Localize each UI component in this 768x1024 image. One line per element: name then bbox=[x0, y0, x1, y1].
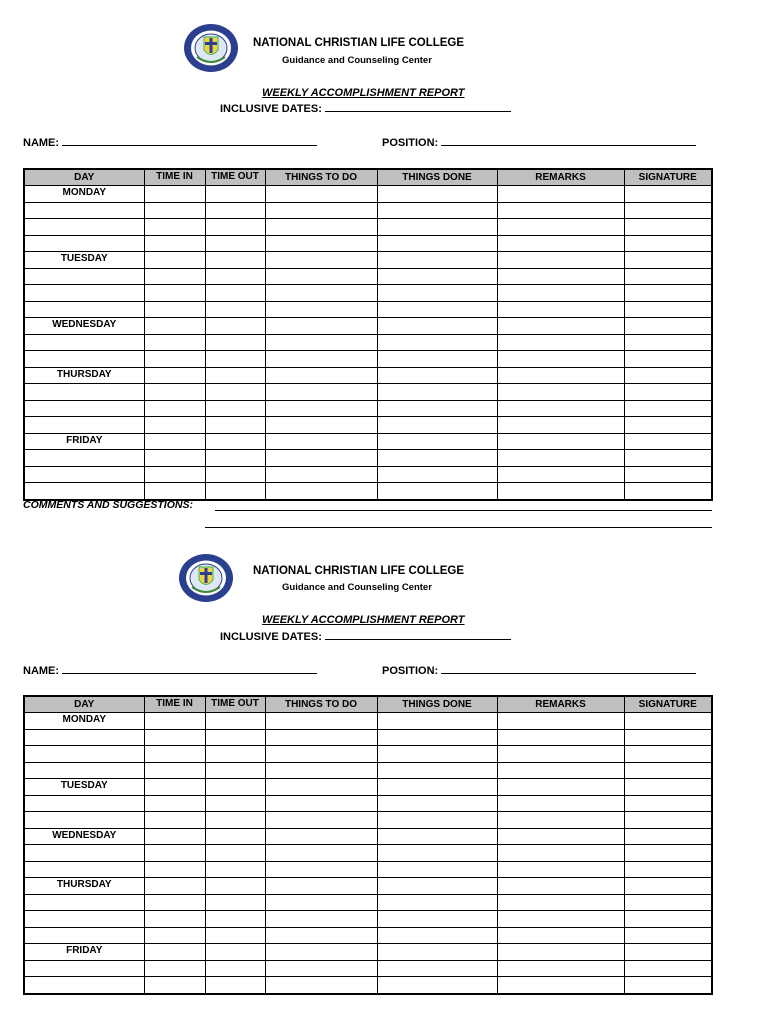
entry-cell[interactable] bbox=[205, 960, 265, 977]
college-seal-icon bbox=[178, 553, 234, 603]
day-cell bbox=[24, 795, 144, 812]
entry-cell[interactable] bbox=[265, 762, 377, 779]
col-header-things-to-do: THINGS TO DO bbox=[265, 169, 377, 186]
entry-cell[interactable] bbox=[497, 977, 624, 994]
entry-cell[interactable] bbox=[377, 944, 497, 961]
entry-cell[interactable] bbox=[265, 960, 377, 977]
day-cell: MONDAY bbox=[24, 713, 144, 730]
day-cell: FRIDAY bbox=[24, 433, 144, 450]
day-cell bbox=[24, 762, 144, 779]
entry-cell[interactable] bbox=[497, 812, 624, 829]
entry-cell[interactable] bbox=[377, 894, 497, 911]
entry-cell[interactable] bbox=[265, 795, 377, 812]
entry-cell[interactable] bbox=[624, 828, 712, 845]
comments-label: COMMENTS AND SUGGESTIONS: bbox=[23, 499, 193, 511]
entry-cell[interactable] bbox=[497, 729, 624, 746]
col-header-time-out: TIME OUT bbox=[205, 696, 265, 713]
entry-cell[interactable] bbox=[205, 944, 265, 961]
college-name: NATIONAL CHRISTIAN LIFE COLLEGE bbox=[253, 565, 465, 577]
name-label: NAME: bbox=[23, 665, 60, 677]
col-header-time-in: TIME IN bbox=[144, 696, 205, 713]
entry-cell[interactable] bbox=[144, 911, 205, 928]
inclusive-dates-field[interactable] bbox=[220, 630, 511, 643]
inclusive-dates-label: INCLUSIVE DATES: bbox=[220, 103, 322, 115]
entry-cell[interactable] bbox=[377, 845, 497, 862]
entry-cell[interactable] bbox=[265, 779, 377, 796]
entry-cell[interactable] bbox=[265, 927, 377, 944]
day-cell: WEDNESDAY bbox=[24, 318, 144, 335]
entry-cell[interactable] bbox=[205, 779, 265, 796]
table-row bbox=[24, 729, 712, 746]
entry-cell[interactable] bbox=[377, 977, 497, 994]
table-row bbox=[24, 927, 712, 944]
entry-cell[interactable] bbox=[265, 713, 377, 730]
day-cell bbox=[24, 927, 144, 944]
table-row bbox=[24, 845, 712, 862]
entry-cell[interactable] bbox=[144, 812, 205, 829]
entry-cell[interactable] bbox=[377, 729, 497, 746]
table-header-row bbox=[24, 696, 712, 713]
entry-cell[interactable] bbox=[624, 812, 712, 829]
entry-cell[interactable] bbox=[377, 878, 497, 895]
entry-cell[interactable] bbox=[144, 878, 205, 895]
entry-cell[interactable] bbox=[497, 828, 624, 845]
table-row bbox=[24, 812, 712, 829]
col-header-remarks: REMARKS bbox=[497, 696, 624, 713]
table-row bbox=[24, 713, 712, 730]
entry-cell[interactable] bbox=[497, 713, 624, 730]
col-header-day: DAY bbox=[24, 696, 144, 713]
entry-cell[interactable] bbox=[205, 845, 265, 862]
day-cell bbox=[24, 911, 144, 928]
entry-cell[interactable] bbox=[624, 960, 712, 977]
entry-cell[interactable] bbox=[497, 927, 624, 944]
entry-cell[interactable] bbox=[624, 795, 712, 812]
position-field[interactable] bbox=[382, 664, 696, 677]
name-blank[interactable] bbox=[62, 664, 317, 674]
entry-cell[interactable] bbox=[497, 762, 624, 779]
day-cell bbox=[24, 845, 144, 862]
entry-cell[interactable] bbox=[624, 878, 712, 895]
entry-cell[interactable] bbox=[497, 911, 624, 928]
entry-cell[interactable] bbox=[497, 861, 624, 878]
position-label: POSITION: bbox=[382, 665, 439, 677]
entry-cell[interactable] bbox=[205, 878, 265, 895]
entry-cell[interactable] bbox=[265, 911, 377, 928]
entry-cell[interactable] bbox=[205, 713, 265, 730]
entry-cell[interactable] bbox=[624, 713, 712, 730]
day-cell: THURSDAY bbox=[24, 367, 144, 384]
day-cell bbox=[24, 977, 144, 994]
entry-cell[interactable] bbox=[377, 762, 497, 779]
entry-cell[interactable] bbox=[497, 845, 624, 862]
entry-cell[interactable] bbox=[205, 729, 265, 746]
entry-cell[interactable] bbox=[144, 960, 205, 977]
position-blank[interactable] bbox=[441, 664, 696, 674]
entry-cell[interactable] bbox=[497, 779, 624, 796]
name-label: NAME: bbox=[23, 137, 60, 149]
entry-cell[interactable] bbox=[377, 746, 497, 763]
entry-cell[interactable] bbox=[144, 977, 205, 994]
col-header-things-done: THINGS DONE bbox=[377, 696, 497, 713]
entry-cell[interactable] bbox=[205, 911, 265, 928]
day-cell: MONDAY bbox=[24, 186, 144, 203]
entry-cell[interactable] bbox=[205, 795, 265, 812]
entry-cell[interactable] bbox=[205, 828, 265, 845]
day-cell bbox=[24, 894, 144, 911]
day-cell bbox=[24, 812, 144, 829]
entry-cell[interactable] bbox=[144, 713, 205, 730]
entry-cell[interactable] bbox=[624, 845, 712, 862]
entry-cell[interactable] bbox=[377, 779, 497, 796]
entry-cell[interactable] bbox=[205, 894, 265, 911]
entry-cell[interactable] bbox=[377, 828, 497, 845]
entry-cell[interactable] bbox=[265, 828, 377, 845]
entry-cell[interactable] bbox=[205, 977, 265, 994]
entry-cell[interactable] bbox=[205, 746, 265, 763]
entry-cell[interactable] bbox=[205, 812, 265, 829]
entry-cell[interactable] bbox=[497, 878, 624, 895]
col-header-time-in: TIME IN bbox=[144, 169, 205, 186]
college-name: NATIONAL CHRISTIAN LIFE COLLEGE bbox=[253, 37, 465, 49]
table-row bbox=[24, 762, 712, 779]
entry-cell[interactable] bbox=[624, 861, 712, 878]
col-header-things-to-do: THINGS TO DO bbox=[265, 696, 377, 713]
entry-cell[interactable] bbox=[624, 762, 712, 779]
day-cell bbox=[24, 729, 144, 746]
entry-cell[interactable] bbox=[624, 911, 712, 928]
col-header-signature: SIGNATURE bbox=[624, 696, 712, 713]
entry-cell[interactable] bbox=[624, 894, 712, 911]
center-name: Guidance and Counseling Center bbox=[282, 55, 432, 66]
table-row bbox=[24, 944, 712, 961]
day-cell: FRIDAY bbox=[24, 944, 144, 961]
day-cell: TUESDAY bbox=[24, 779, 144, 796]
entry-cell[interactable] bbox=[624, 927, 712, 944]
day-cell: TUESDAY bbox=[24, 252, 144, 269]
entry-cell[interactable] bbox=[377, 927, 497, 944]
table-row bbox=[24, 746, 712, 763]
table-row bbox=[24, 795, 712, 812]
col-header-remarks: REMARKS bbox=[497, 169, 624, 186]
table-row bbox=[24, 894, 712, 911]
entry-cell[interactable] bbox=[497, 746, 624, 763]
day-cell bbox=[24, 746, 144, 763]
entry-cell[interactable] bbox=[144, 729, 205, 746]
name-field[interactable] bbox=[23, 664, 317, 677]
table-row bbox=[24, 911, 712, 928]
entry-cell[interactable] bbox=[624, 779, 712, 796]
col-header-day: DAY bbox=[24, 169, 144, 186]
position-label: POSITION: bbox=[382, 137, 439, 149]
table-row bbox=[24, 861, 712, 878]
col-header-time-out: TIME OUT bbox=[205, 169, 265, 186]
entry-cell[interactable] bbox=[144, 762, 205, 779]
entry-cell[interactable] bbox=[144, 927, 205, 944]
entry-cell[interactable] bbox=[144, 861, 205, 878]
day-cell bbox=[24, 960, 144, 977]
entry-cell[interactable] bbox=[265, 746, 377, 763]
day-cell bbox=[24, 861, 144, 878]
entry-cell[interactable] bbox=[265, 894, 377, 911]
col-header-things-done: THINGS DONE bbox=[377, 169, 497, 186]
entry-cell[interactable] bbox=[144, 845, 205, 862]
table-row bbox=[24, 960, 712, 977]
center-name: Guidance and Counseling Center bbox=[282, 582, 432, 593]
entry-cell[interactable] bbox=[377, 812, 497, 829]
table-row bbox=[24, 779, 712, 796]
entry-cell[interactable] bbox=[205, 861, 265, 878]
entry-cell[interactable] bbox=[377, 861, 497, 878]
entry-cell[interactable] bbox=[624, 729, 712, 746]
entry-cell[interactable] bbox=[144, 746, 205, 763]
entry-cell[interactable] bbox=[624, 977, 712, 994]
entry-cell[interactable] bbox=[265, 878, 377, 895]
day-cell: WEDNESDAY bbox=[24, 828, 144, 845]
entry-cell[interactable] bbox=[377, 911, 497, 928]
report-title: WEEKLY ACCOMPLISHMENT REPORT bbox=[262, 87, 465, 99]
entry-cell[interactable] bbox=[497, 960, 624, 977]
table-row bbox=[24, 977, 712, 994]
report-title: WEEKLY ACCOMPLISHMENT REPORT bbox=[262, 614, 465, 626]
entry-cell[interactable] bbox=[144, 779, 205, 796]
entry-cell[interactable] bbox=[265, 729, 377, 746]
entry-cell[interactable] bbox=[265, 812, 377, 829]
entry-cell[interactable] bbox=[144, 795, 205, 812]
entry-cell[interactable] bbox=[265, 944, 377, 961]
entry-cell[interactable] bbox=[205, 927, 265, 944]
entry-cell[interactable] bbox=[144, 894, 205, 911]
day-cell: THURSDAY bbox=[24, 878, 144, 895]
table-row bbox=[24, 828, 712, 845]
table-body bbox=[24, 713, 712, 994]
entry-cell[interactable] bbox=[497, 894, 624, 911]
entry-cell[interactable] bbox=[205, 762, 265, 779]
entry-cell[interactable] bbox=[265, 977, 377, 994]
entry-cell[interactable] bbox=[265, 845, 377, 862]
inclusive-dates-blank[interactable] bbox=[325, 630, 511, 640]
entry-cell[interactable] bbox=[377, 960, 497, 977]
entry-cell[interactable] bbox=[144, 944, 205, 961]
col-header-signature: SIGNATURE bbox=[624, 169, 712, 186]
entry-cell[interactable] bbox=[624, 944, 712, 961]
accomplishment-table bbox=[23, 695, 713, 995]
table-row bbox=[24, 878, 712, 895]
inclusive-dates-label: INCLUSIVE DATES: bbox=[220, 631, 322, 643]
entry-cell[interactable] bbox=[624, 746, 712, 763]
entry-cell[interactable] bbox=[497, 795, 624, 812]
entry-cell[interactable] bbox=[377, 713, 497, 730]
entry-cell[interactable] bbox=[377, 795, 497, 812]
entry-cell[interactable] bbox=[265, 861, 377, 878]
entry-cell[interactable] bbox=[497, 944, 624, 961]
entry-cell[interactable] bbox=[144, 828, 205, 845]
